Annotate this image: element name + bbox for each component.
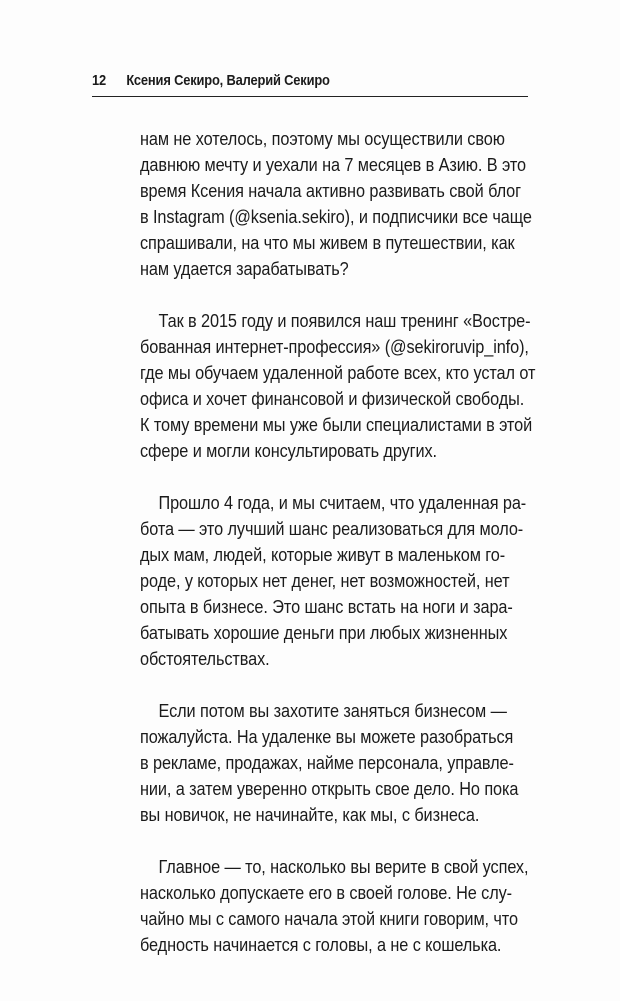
text-line: бота — это лучший шанс реализоваться для моло- [140, 518, 524, 539]
running-title: Ксения Секиро, Валерий Секиро [126, 72, 330, 89]
text-line: Так в 2015 году и появился наш тренинг «Востре- [158, 310, 531, 331]
paragraph [140, 308, 536, 464]
paragraph-gap [140, 828, 530, 854]
text-line: Прошло 4 года, и мы считаем, что удаленная ра- [158, 492, 527, 513]
paragraph [140, 490, 530, 672]
text-line: опыта в бизнесе. Это шанс встать на ноги и зара- [140, 596, 513, 617]
text-line: Главное — то, насколько вы верите в свой успех, [158, 856, 529, 877]
running-head [92, 72, 467, 94]
paragraph-gap [140, 672, 530, 698]
text-line: пожалуйста. На удаленке вы можете разобраться [140, 726, 514, 747]
header-rule [92, 96, 528, 97]
text-line: нам не хотелось, поэтому мы осуществили свою [140, 128, 505, 149]
paragraph-gap [140, 464, 530, 490]
text-line: время Ксения начала активно развивать свой блог [140, 180, 521, 201]
text-line: обстоятельствах. [140, 648, 270, 669]
text-line: роде, у которых нет денег, нет возможностей, нет [140, 570, 510, 591]
text-line: в рекламе, продажах, найме персонала, управле- [140, 752, 514, 773]
paragraph [140, 126, 530, 282]
text-line: К тому времени мы уже были специалистами в этой [140, 414, 533, 435]
paragraph [140, 698, 530, 828]
page-number: 12 [92, 72, 107, 89]
text-line: в Instagram (@ksenia.sekiro), и подписчики все чаще [140, 206, 532, 227]
paragraph-gap [140, 282, 530, 308]
text-line: нам удается зарабатывать? [140, 258, 349, 279]
text-line: давнюю мечту и уехали на 7 месяцев в Азию. В это [140, 154, 527, 175]
text-line: бедность начинается с головы, а не с кошелька. [140, 934, 502, 955]
text-line: батывать хорошие деньги при любых жизненных [140, 622, 508, 643]
text-line: спрашивали, на что мы живем в путешествии, как [140, 232, 515, 253]
text-line: где мы обучаем удаленной работе всех, кто устал от [140, 362, 536, 383]
text-line: бованная интернет-профессия» (@sekiroruvip_info), [140, 336, 529, 357]
text-line: сфере и могли консультировать других. [140, 440, 437, 461]
paragraph [140, 854, 530, 958]
text-line: насколько допускаете его в своей голове. Не слу- [140, 882, 513, 903]
text-line: вы новичок, не начинайте, как мы, с бизнеса. [140, 804, 480, 825]
text-line: чайно мы с самого начала этой книги говорим, что [140, 908, 518, 929]
text-line: дых мам, людей, которые живут в маленьком го- [140, 544, 506, 565]
text-line: офиса и хочет финансовой и физической свободы. [140, 388, 525, 409]
text-line: нии, а затем уверенно открыть свое дело. Но пока [140, 778, 519, 799]
text-line: Если потом вы захотите заняться бизнесом — [158, 700, 507, 721]
body-text [140, 126, 536, 958]
